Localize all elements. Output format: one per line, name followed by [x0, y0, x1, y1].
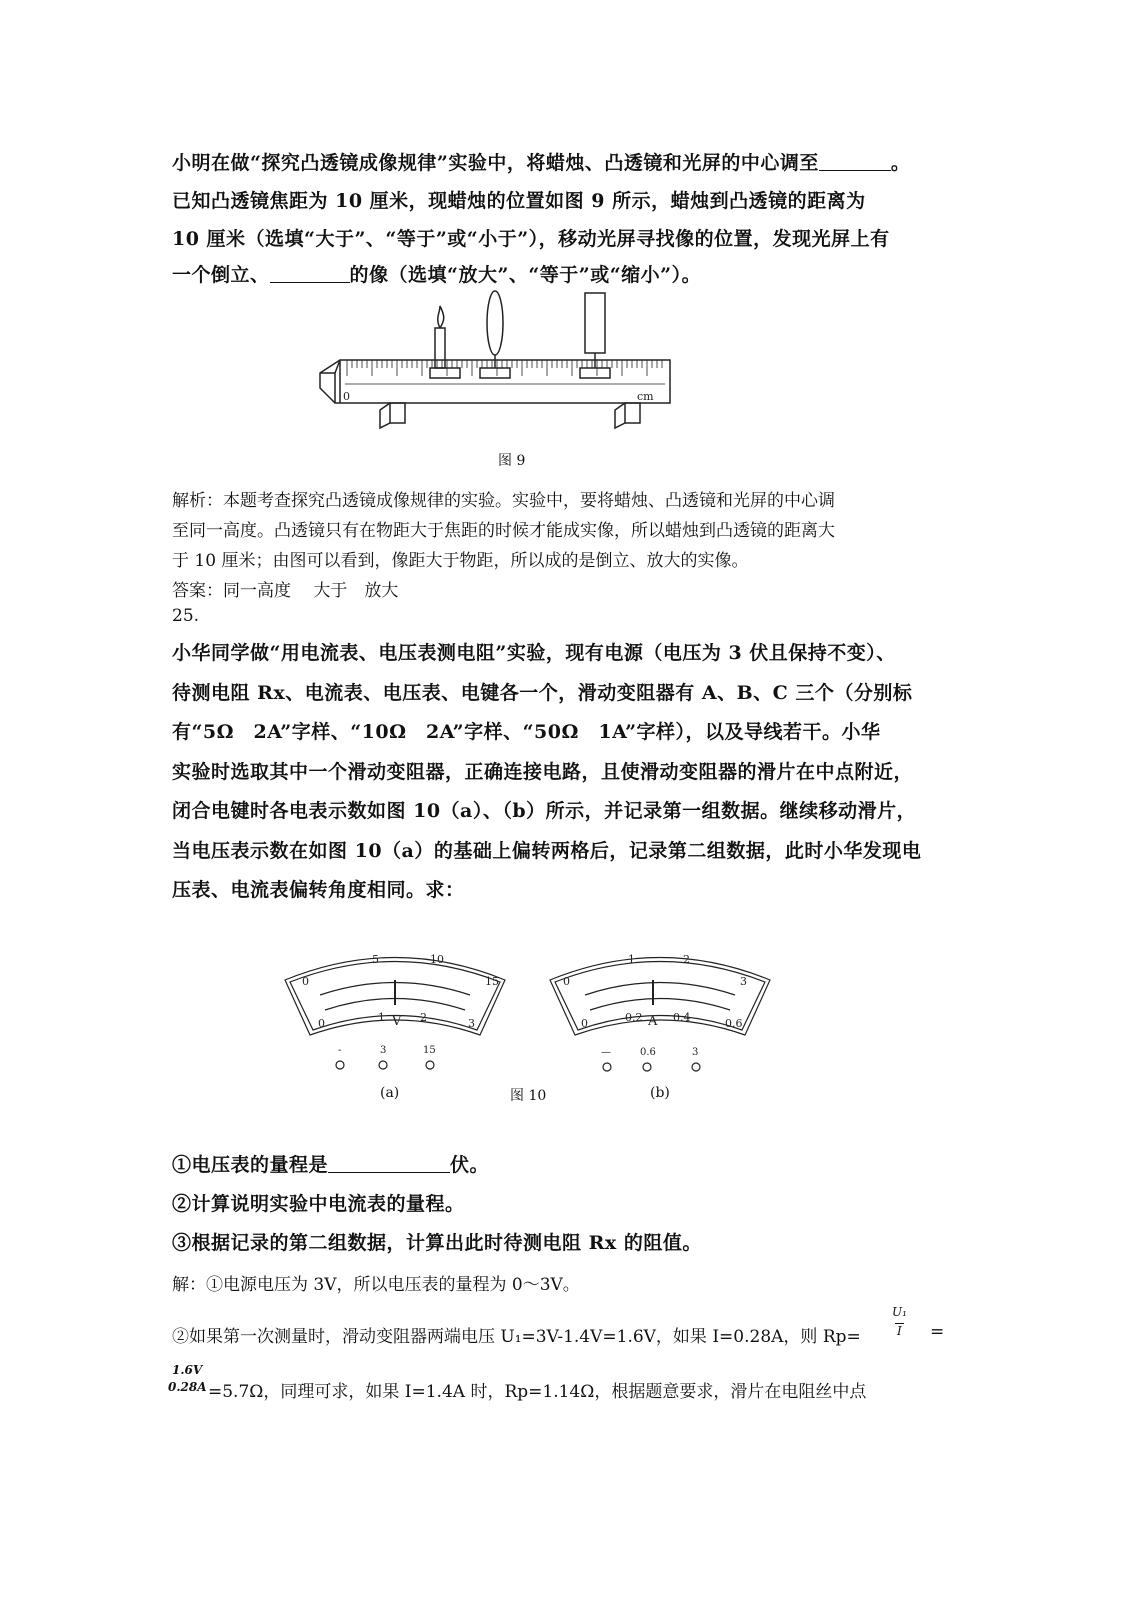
- figure-9-caption: 图 9: [498, 453, 526, 469]
- analysis-line: 于 10 厘米；由图可以看到，像距大于物距，所以成的是倒立、放大的实像。: [172, 551, 749, 571]
- scale-label: 2: [683, 953, 690, 966]
- scale-label: 10: [430, 953, 444, 966]
- optical-bench-figure: [315, 288, 685, 448]
- solution-line: 解：①电源电压为 3V，所以电压表的量程为 0～3V。: [172, 1275, 580, 1295]
- answer-blank: [328, 1153, 450, 1173]
- label-a: (a): [380, 1085, 400, 1101]
- scale-label: 0.6: [725, 1017, 743, 1030]
- scale-label: 2: [420, 1011, 427, 1024]
- analysis-line: 至同一高度。凸透镜只有在物距大于焦距的时候才能成实像，所以蜡烛到凸透镜的距离大: [172, 521, 835, 541]
- answer-line: 答案：同一高度 大于 放大: [172, 581, 399, 601]
- ammeter-figure: [545, 945, 775, 1075]
- terminal-label: 0.6: [640, 1047, 656, 1058]
- equals-sign: =: [930, 1322, 945, 1342]
- terminal-label: —: [601, 1047, 611, 1058]
- ruler-unit-label: cm: [637, 390, 654, 403]
- question-number: 25.: [172, 606, 200, 626]
- q24-line: 已知凸透镜焦距为 10 厘米，现蜡烛的位置如图 9 所示，蜡烛到凸透镜的距离为: [172, 190, 866, 212]
- scale-label: 1: [628, 953, 635, 966]
- ruler-zero-label: 0: [343, 390, 350, 403]
- scale-label: 3: [468, 1017, 475, 1030]
- text: 的像（选填“放大”、“等于”或“缩小”）。: [349, 264, 702, 286]
- scale-label: 0.2: [625, 1011, 643, 1024]
- scale-label: 15: [485, 975, 499, 988]
- scale-label: 0: [302, 975, 309, 988]
- scale-label: 3: [740, 975, 747, 988]
- fraction-numerator: 1.6V: [172, 1363, 203, 1377]
- q25-line: 压表、电流表偏转角度相同。求：: [172, 879, 465, 901]
- sub-question-2: ②计算说明实验中电流表的量程。: [172, 1193, 465, 1215]
- solution-line: ②如果第一次测量时，滑动变阻器两端电压 U₁=3V-1.4V=1.6V，如果 I=0.28A，则 Rp=: [172, 1327, 861, 1347]
- q25-line: 闭合电键时各电表示数如图 10（a）、（b）所示，并记录第一组数据。继续移动滑片，: [172, 800, 917, 822]
- terminal-label: 3: [380, 1045, 387, 1056]
- terminal-label: 15: [423, 1045, 436, 1056]
- sub-question-3: ③根据记录的第二组数据，计算出此时待测电阻 Rx 的阻值。: [172, 1232, 702, 1254]
- q24-line: [172, 148, 910, 175]
- text: 小明在做“探究凸透镜成像规律”实验中，将蜡烛、凸透镜和光屏的中心调至: [172, 152, 819, 174]
- q25-line: 小华同学做“用电流表、电压表测电阻”实验，现有电源（电压为 3 伏且保持不变）、: [172, 642, 896, 664]
- scale-label: 0: [318, 1017, 325, 1030]
- meter-symbol: A: [648, 1014, 658, 1029]
- text: 一个倒立、: [172, 264, 270, 286]
- text: 。: [890, 152, 911, 174]
- fraction-denominator: 0.28A: [168, 1380, 207, 1394]
- fraction-denominator: I: [897, 1324, 902, 1338]
- label-b: (b): [650, 1085, 670, 1101]
- scale-label: 0.4: [673, 1011, 691, 1024]
- analysis-line: 解析：本题考查探究凸透镜成像规律的实验。实验中，要将蜡烛、凸透镜和光屏的中心调: [172, 491, 835, 511]
- sub-question-1: [172, 1150, 489, 1177]
- figure-10-caption: 图 10: [510, 1088, 547, 1104]
- answer-blank: [270, 263, 350, 283]
- terminal-label: -: [338, 1045, 342, 1056]
- q24-line: 10 厘米（选填“大于”、“等于”或“小于”），移动光屏寻找像的位置，发现光屏上有: [172, 228, 890, 250]
- scale-label: 0: [581, 1017, 588, 1030]
- voltmeter-figure: [280, 945, 510, 1075]
- scale-label: 1: [378, 1011, 385, 1024]
- q25-line: 实验时选取其中一个滑动变阻器，正确连接电路，且使滑动变阻器的滑片在中点附近，: [172, 760, 914, 783]
- scale-label: 5: [372, 953, 379, 966]
- scale-label: 0: [563, 975, 570, 988]
- solution-line: =5.7Ω，同理可求，如果 I=1.4A 时，Rp=1.14Ω，根据题意要求，滑片在电阻丝中点: [208, 1382, 867, 1402]
- q25-line: 当电压表示数在如图 10（a）的基础上偏转两格后，记录第二组数据，此时小华发现电: [172, 839, 922, 862]
- answer-blank: [819, 151, 891, 171]
- text: 伏。: [450, 1154, 490, 1176]
- q24-line: [172, 260, 701, 287]
- q25-line: 有“5Ω 2A”字样、“10Ω 2A”字样、“50Ω 1A”字样），以及导线若干。小华: [172, 721, 881, 743]
- terminal-label: 3: [692, 1047, 699, 1058]
- text: ①电压表的量程是: [172, 1154, 329, 1176]
- fraction-numerator: U₁: [892, 1305, 907, 1319]
- q25-line: 待测电阻 Rx、电流表、电压表、电键各一个，滑动变阻器有 A、B、C 三个（分别标: [172, 681, 913, 704]
- meter-symbol: V: [392, 1014, 402, 1029]
